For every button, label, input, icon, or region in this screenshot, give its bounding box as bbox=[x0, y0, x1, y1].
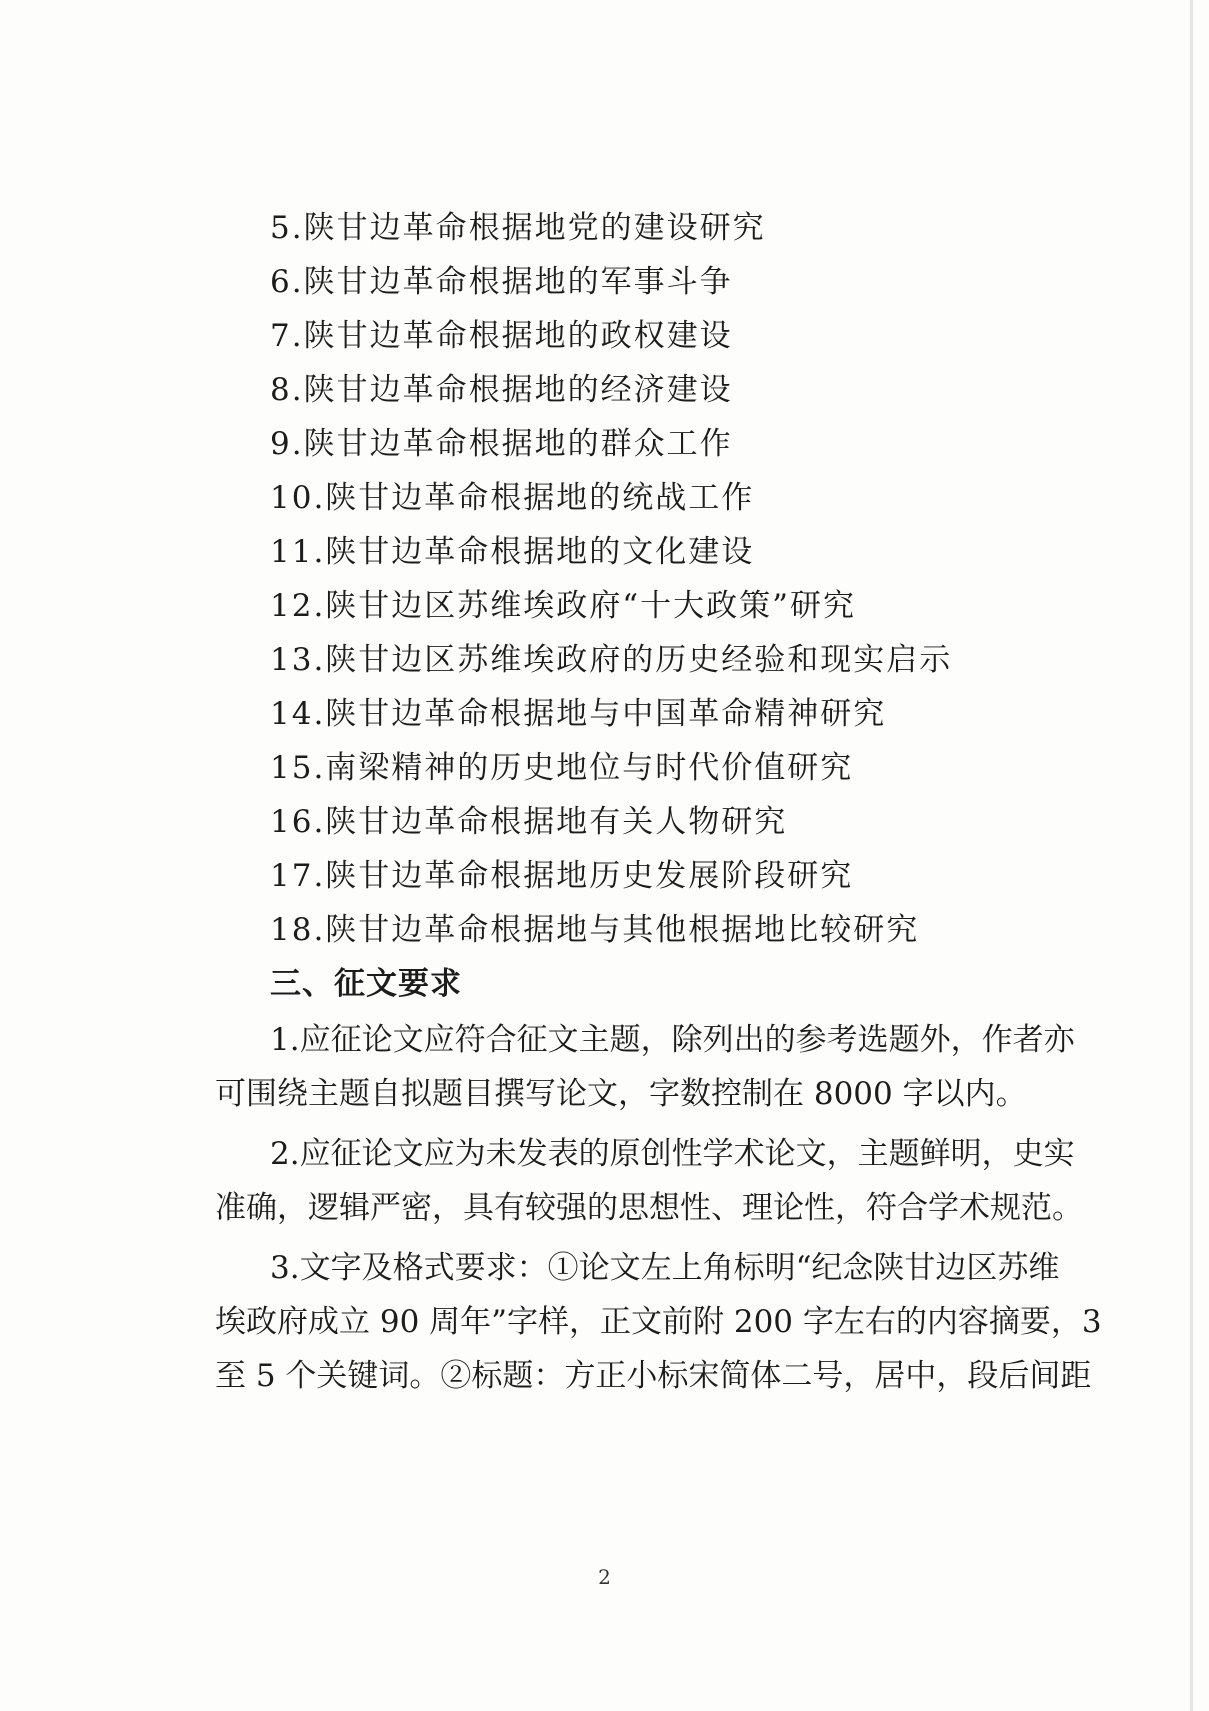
topic-item: 16.陕甘边革命根据地有关人物研究 bbox=[270, 804, 788, 840]
section-heading: 三、征文要求 bbox=[270, 966, 462, 1002]
topic-item: 9.陕甘边革命根据地的群众工作 bbox=[270, 426, 733, 462]
topic-item: 6.陕甘边革命根据地的军事斗争 bbox=[270, 264, 733, 300]
requirement-line: 2.应征论文应为未发表的原创性学术论文，主题鲜明，史实 bbox=[270, 1136, 1075, 1172]
topic-item: 17.陕甘边革命根据地历史发展阶段研究 bbox=[270, 858, 854, 894]
topic-item: 15.南梁精神的历史地位与时代价值研究 bbox=[270, 750, 854, 786]
topic-item: 11.陕甘边革命根据地的文化建设 bbox=[270, 534, 755, 570]
requirement-line: 3.文字及格式要求：①论文左上角标明“纪念陕甘边区苏维 bbox=[270, 1250, 1060, 1286]
requirement-line: 埃政府成立 90 周年”字样，正文前附 200 字左右的内容摘要，3 bbox=[215, 1304, 1102, 1340]
topic-item: 12.陕甘边区苏维埃政府“十大政策”研究 bbox=[270, 588, 856, 624]
topic-item: 5.陕甘边革命根据地党的建设研究 bbox=[270, 210, 766, 246]
page-number: 2 bbox=[598, 1565, 611, 1589]
scan-edge-shadow bbox=[1190, 0, 1193, 1711]
topic-item: 18.陕甘边革命根据地与其他根据地比较研究 bbox=[270, 912, 920, 948]
topic-item: 14.陕甘边革命根据地与中国革命精神研究 bbox=[270, 696, 887, 732]
topic-item: 7.陕甘边革命根据地的政权建设 bbox=[270, 318, 733, 354]
topic-item: 8.陕甘边革命根据地的经济建设 bbox=[270, 372, 733, 408]
requirement-line: 1.应征论文应符合征文主题，除列出的参考选题外，作者亦 bbox=[270, 1022, 1075, 1058]
topic-item: 13.陕甘边区苏维埃政府的历史经验和现实启示 bbox=[270, 642, 953, 678]
requirement-line: 可围绕主题自拟题目撰写论文，字数控制在 8000 字以内。 bbox=[215, 1076, 1027, 1112]
requirement-line: 准确，逻辑严密，具有较强的思想性、理论性，符合学术规范。 bbox=[215, 1190, 1083, 1226]
requirement-line: 至 5 个关键词。②标题：方正小标宋简体二号，居中，段后间距 bbox=[215, 1358, 1092, 1394]
topic-item: 10.陕甘边革命根据地的统战工作 bbox=[270, 480, 755, 516]
